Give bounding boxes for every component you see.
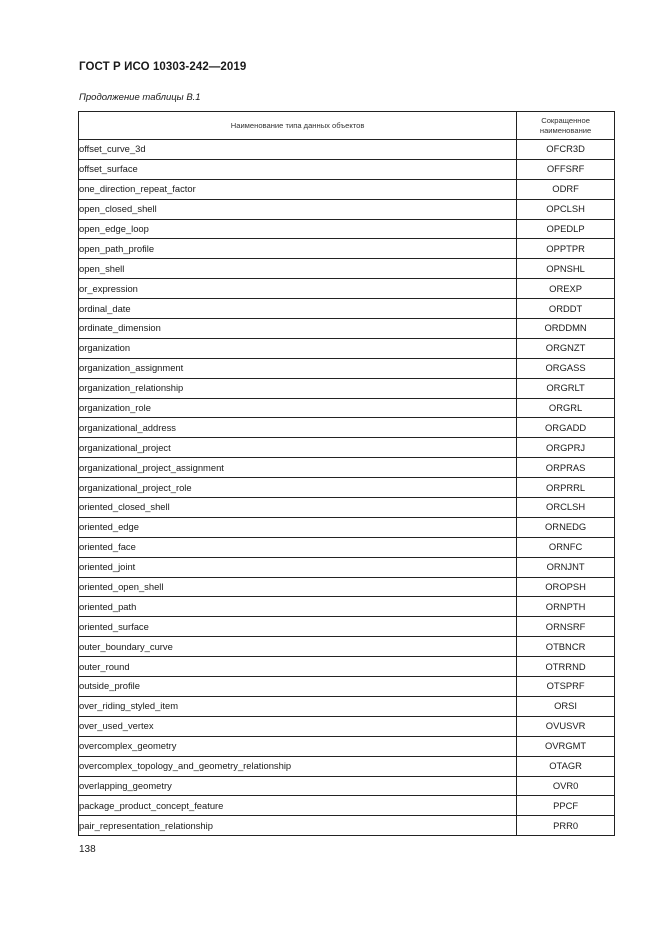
table-row xyxy=(79,557,615,577)
table-row xyxy=(79,418,615,438)
entity-name-cell: pair_representation_relationship xyxy=(79,816,517,836)
table-row xyxy=(79,716,615,736)
entity-name-cell: oriented_edge xyxy=(79,517,517,537)
entity-name-cell: overcomplex_geometry xyxy=(79,736,517,756)
entity-name-cell: offset_curve_3d xyxy=(79,140,517,160)
entity-name-cell: over_used_vertex xyxy=(79,716,517,736)
table-row xyxy=(79,398,615,418)
abbreviation-cell: OPPTPR xyxy=(517,239,615,259)
abbreviation-cell: OTSPRF xyxy=(517,677,615,697)
table-row xyxy=(79,657,615,677)
entity-name-cell: oriented_open_shell xyxy=(79,577,517,597)
entity-name-cell: organizational_address xyxy=(79,418,517,438)
abbreviation-cell: OPEDLP xyxy=(517,219,615,239)
abbreviation-cell: PPCF xyxy=(517,796,615,816)
entity-name-cell: outside_profile xyxy=(79,677,517,697)
abbreviation-cell: ORDDMN xyxy=(517,319,615,339)
page-number: 138 xyxy=(79,844,96,855)
table-row xyxy=(79,378,615,398)
abbreviation-cell: OTBNCR xyxy=(517,637,615,657)
table-row xyxy=(79,358,615,378)
abbreviation-cell: ORGADD xyxy=(517,418,615,438)
document-header: ГОСТ Р ИСО 10303-242—2019 xyxy=(79,61,247,73)
table-row xyxy=(79,498,615,518)
abbreviation-cell: OPNSHL xyxy=(517,259,615,279)
abbreviation-cell: ORNJNT xyxy=(517,557,615,577)
entity-name-cell: package_product_concept_feature xyxy=(79,796,517,816)
abbreviation-cell: OROPSH xyxy=(517,577,615,597)
abbreviation-cell: ORDDT xyxy=(517,299,615,319)
table-row xyxy=(79,338,615,358)
table-row xyxy=(79,637,615,657)
entity-name-cell: ordinate_dimension xyxy=(79,319,517,339)
abbreviation-cell: ORNPTH xyxy=(517,597,615,617)
entity-name-cell: oriented_face xyxy=(79,537,517,557)
entity-name-cell: oriented_joint xyxy=(79,557,517,577)
table-row xyxy=(79,478,615,498)
column-header-abbreviation xyxy=(517,112,615,140)
entity-name-cell: organization_assignment xyxy=(79,358,517,378)
abbreviation-cell: ORNEDG xyxy=(517,517,615,537)
entity-name-cell: one_direction_repeat_factor xyxy=(79,179,517,199)
table-row xyxy=(79,438,615,458)
table-row xyxy=(79,179,615,199)
table-header-row xyxy=(79,112,615,140)
entity-name-cell: oriented_closed_shell xyxy=(79,498,517,518)
entity-name-cell: organization_relationship xyxy=(79,378,517,398)
table-row xyxy=(79,677,615,697)
entity-name-cell: organization_role xyxy=(79,398,517,418)
abbreviation-cell: ORGPRJ xyxy=(517,438,615,458)
abbreviation-cell: ORGASS xyxy=(517,358,615,378)
table-row xyxy=(79,219,615,239)
abbreviation-cell: OPCLSH xyxy=(517,199,615,219)
entity-name-cell: offset_surface xyxy=(79,159,517,179)
abbreviation-cell: ORPRRL xyxy=(517,478,615,498)
table-row xyxy=(79,696,615,716)
entity-name-cell: open_path_profile xyxy=(79,239,517,259)
abbreviation-cell: OVUSVR xyxy=(517,716,615,736)
entity-name-cell: outer_round xyxy=(79,657,517,677)
abbreviation-cell: ORGRLT xyxy=(517,378,615,398)
table-row xyxy=(79,140,615,160)
table-caption: Продолжение таблицы В.1 xyxy=(79,92,201,103)
abbreviation-cell: ORNSRF xyxy=(517,617,615,637)
table-row xyxy=(79,239,615,259)
abbreviation-cell: ORGNZT xyxy=(517,338,615,358)
entity-name-cell: open_edge_loop xyxy=(79,219,517,239)
entity-name-cell: outer_boundary_curve xyxy=(79,637,517,657)
table-row xyxy=(79,458,615,478)
entity-name-cell: or_expression xyxy=(79,279,517,299)
entity-name-cell: organizational_project_assignment xyxy=(79,458,517,478)
abbreviation-cell: ODRF xyxy=(517,179,615,199)
abbreviation-cell: ORSI xyxy=(517,696,615,716)
entity-name-cell: organizational_project xyxy=(79,438,517,458)
table-row xyxy=(79,736,615,756)
table-row xyxy=(79,597,615,617)
entity-name-cell: oriented_path xyxy=(79,597,517,617)
abbreviation-cell: OVRGMT xyxy=(517,736,615,756)
entity-name-cell: over_riding_styled_item xyxy=(79,696,517,716)
entity-name-cell: open_shell xyxy=(79,259,517,279)
table-row xyxy=(79,299,615,319)
table-row xyxy=(79,617,615,637)
table-row xyxy=(79,319,615,339)
abbreviation-cell: ORPRAS xyxy=(517,458,615,478)
table-row xyxy=(79,796,615,816)
table-row xyxy=(79,756,615,776)
abbreviation-cell: ORCLSH xyxy=(517,498,615,518)
entity-name-cell: oriented_surface xyxy=(79,617,517,637)
abbreviation-cell: OFFSRF xyxy=(517,159,615,179)
table-row xyxy=(79,537,615,557)
abbreviation-cell: OVR0 xyxy=(517,776,615,796)
abbreviation-cell: ORNFC xyxy=(517,537,615,557)
entity-name-cell: organization xyxy=(79,338,517,358)
table-row xyxy=(79,776,615,796)
abbreviation-cell: PRR0 xyxy=(517,816,615,836)
entity-name-cell: overlapping_geometry xyxy=(79,776,517,796)
entity-name-cell: ordinal_date xyxy=(79,299,517,319)
table-row xyxy=(79,259,615,279)
abbreviation-cell: ORGRL xyxy=(517,398,615,418)
data-types-table xyxy=(78,111,615,836)
abbreviation-cell: OTAGR xyxy=(517,756,615,776)
abbreviation-cell: OFCR3D xyxy=(517,140,615,160)
table-body xyxy=(79,140,615,836)
column-header-name: Наименование типа данных объектов xyxy=(79,112,517,140)
entity-name-cell: overcomplex_topology_and_geometry_relationship xyxy=(79,756,517,776)
table-row xyxy=(79,279,615,299)
table-row xyxy=(79,816,615,836)
table-row xyxy=(79,159,615,179)
entity-name-cell: organizational_project_role xyxy=(79,478,517,498)
table-row xyxy=(79,577,615,597)
table-row xyxy=(79,517,615,537)
abbreviation-cell: OREXP xyxy=(517,279,615,299)
column-header-abbreviation-line2: наименование xyxy=(539,125,592,135)
abbreviation-cell: OTRRND xyxy=(517,657,615,677)
entity-name-cell: open_closed_shell xyxy=(79,199,517,219)
table-row xyxy=(79,199,615,219)
table-header xyxy=(79,112,615,140)
column-header-abbreviation-line1: Сокращенное xyxy=(541,115,590,125)
